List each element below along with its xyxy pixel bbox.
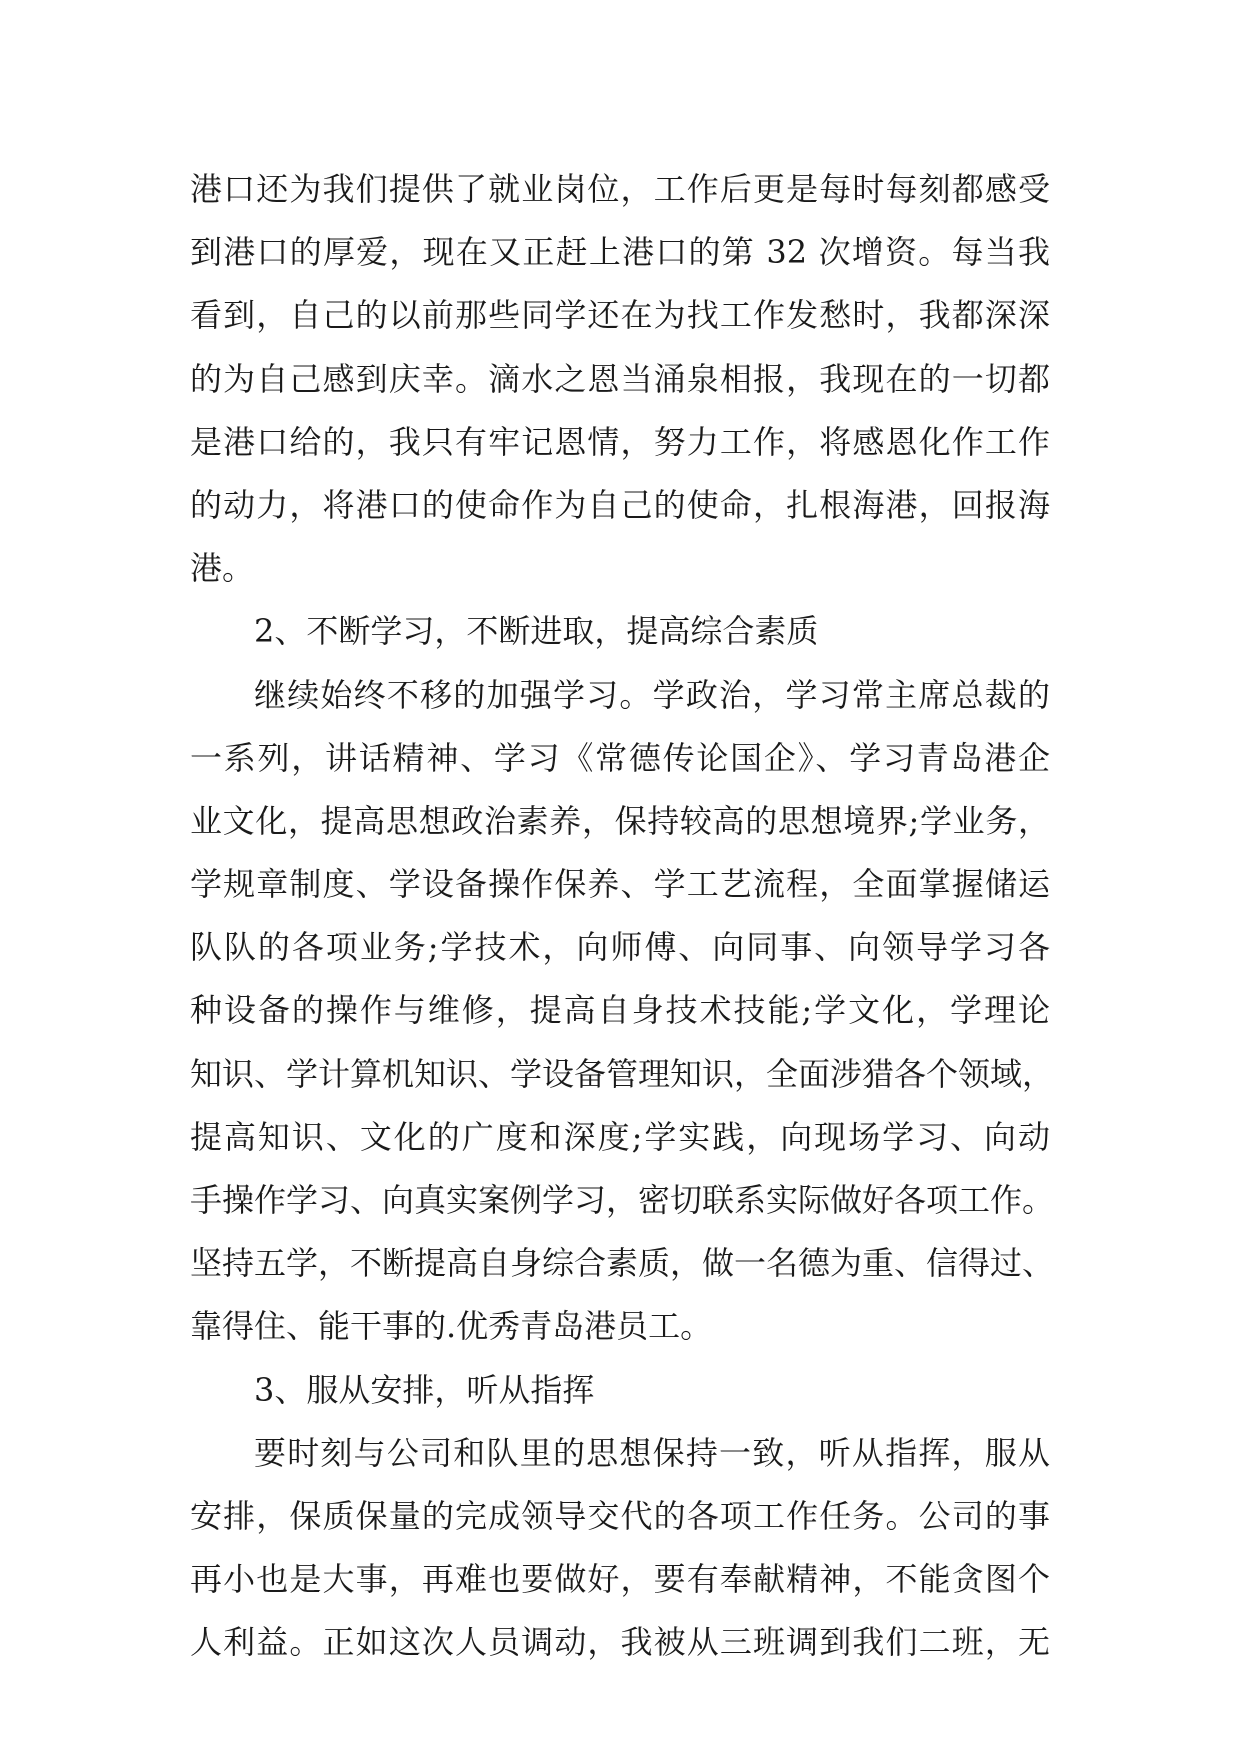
text-line: 的为自己感到庆幸。滴水之恩当涌泉相报，我现在的一切都	[190, 359, 1050, 398]
text-line: 港口还为我们提供了就业岗位，工作后更是每时每刻都感受	[190, 170, 1050, 208]
text-line: 3、服从安排，听从指挥	[254, 1370, 595, 1409]
text-line: 要时刻与公司和队里的思想保持一致，听从指挥，服从	[254, 1433, 1050, 1472]
text-line: 的动力，将港口的使命作为自己的使命，扎根海港，回报海	[190, 485, 1050, 524]
text-line: 人利益。正如这次人员调动，我被从三班调到我们二班，无	[190, 1623, 1050, 1662]
text-line: 提高知识、文化的广度和深度;学实践，向现场学习、向动	[190, 1117, 1050, 1156]
text-line: 知识、学计算机知识、学设备管理知识，全面涉猎各个领域，	[190, 1054, 1055, 1093]
text-line: 坚持五学，不断提高自身综合素质，做一名德为重、信得过、	[190, 1244, 1055, 1283]
text-line: 港。	[190, 549, 255, 588]
text-line: 靠得住、能干事的.优秀青岛港员工。	[190, 1307, 713, 1346]
text-line: 一系列，讲话精神、学习《常德传论国企》、学习青岛港企	[190, 738, 1050, 777]
document-body-text	[190, 158, 1055, 1675]
text-line: 业文化，提高思想政治素养，保持较高的思想境界;学业务，	[190, 801, 1050, 840]
text-line: 2、不断学习，不断进取，提高综合素质	[254, 612, 819, 651]
text-line: 学规章制度、学设备操作保养、学工艺流程，全面掌握储运	[190, 865, 1050, 904]
text-line: 是港口给的，我只有牢记恩情，努力工作，将感恩化作工作	[190, 422, 1050, 461]
text-line: 手操作学习、向真实案例学习，密切联系实际做好各项工作。	[190, 1181, 1055, 1219]
text-line: 队队的各项业务;学技术，向师傅、向同事、向领导学习各	[190, 928, 1050, 967]
text-line: 到港口的厚爱，现在又正赶上港口的第 32 次增资。每当我	[190, 233, 1050, 272]
text-line: 继续始终不移的加强学习。学政治，学习常主席总裁的	[254, 675, 1050, 714]
text-line: 种设备的操作与维修，提高自身技术技能;学文化，学理论	[190, 991, 1050, 1030]
text-line: 再小也是大事，再难也要做好，要有奉献精神，不能贪图个	[190, 1560, 1050, 1599]
text-line: 安排，保质保量的完成领导交代的各项工作任务。公司的事	[190, 1496, 1050, 1535]
text-line: 看到，自己的以前那些同学还在为找工作发愁时，我都深深	[190, 296, 1050, 335]
